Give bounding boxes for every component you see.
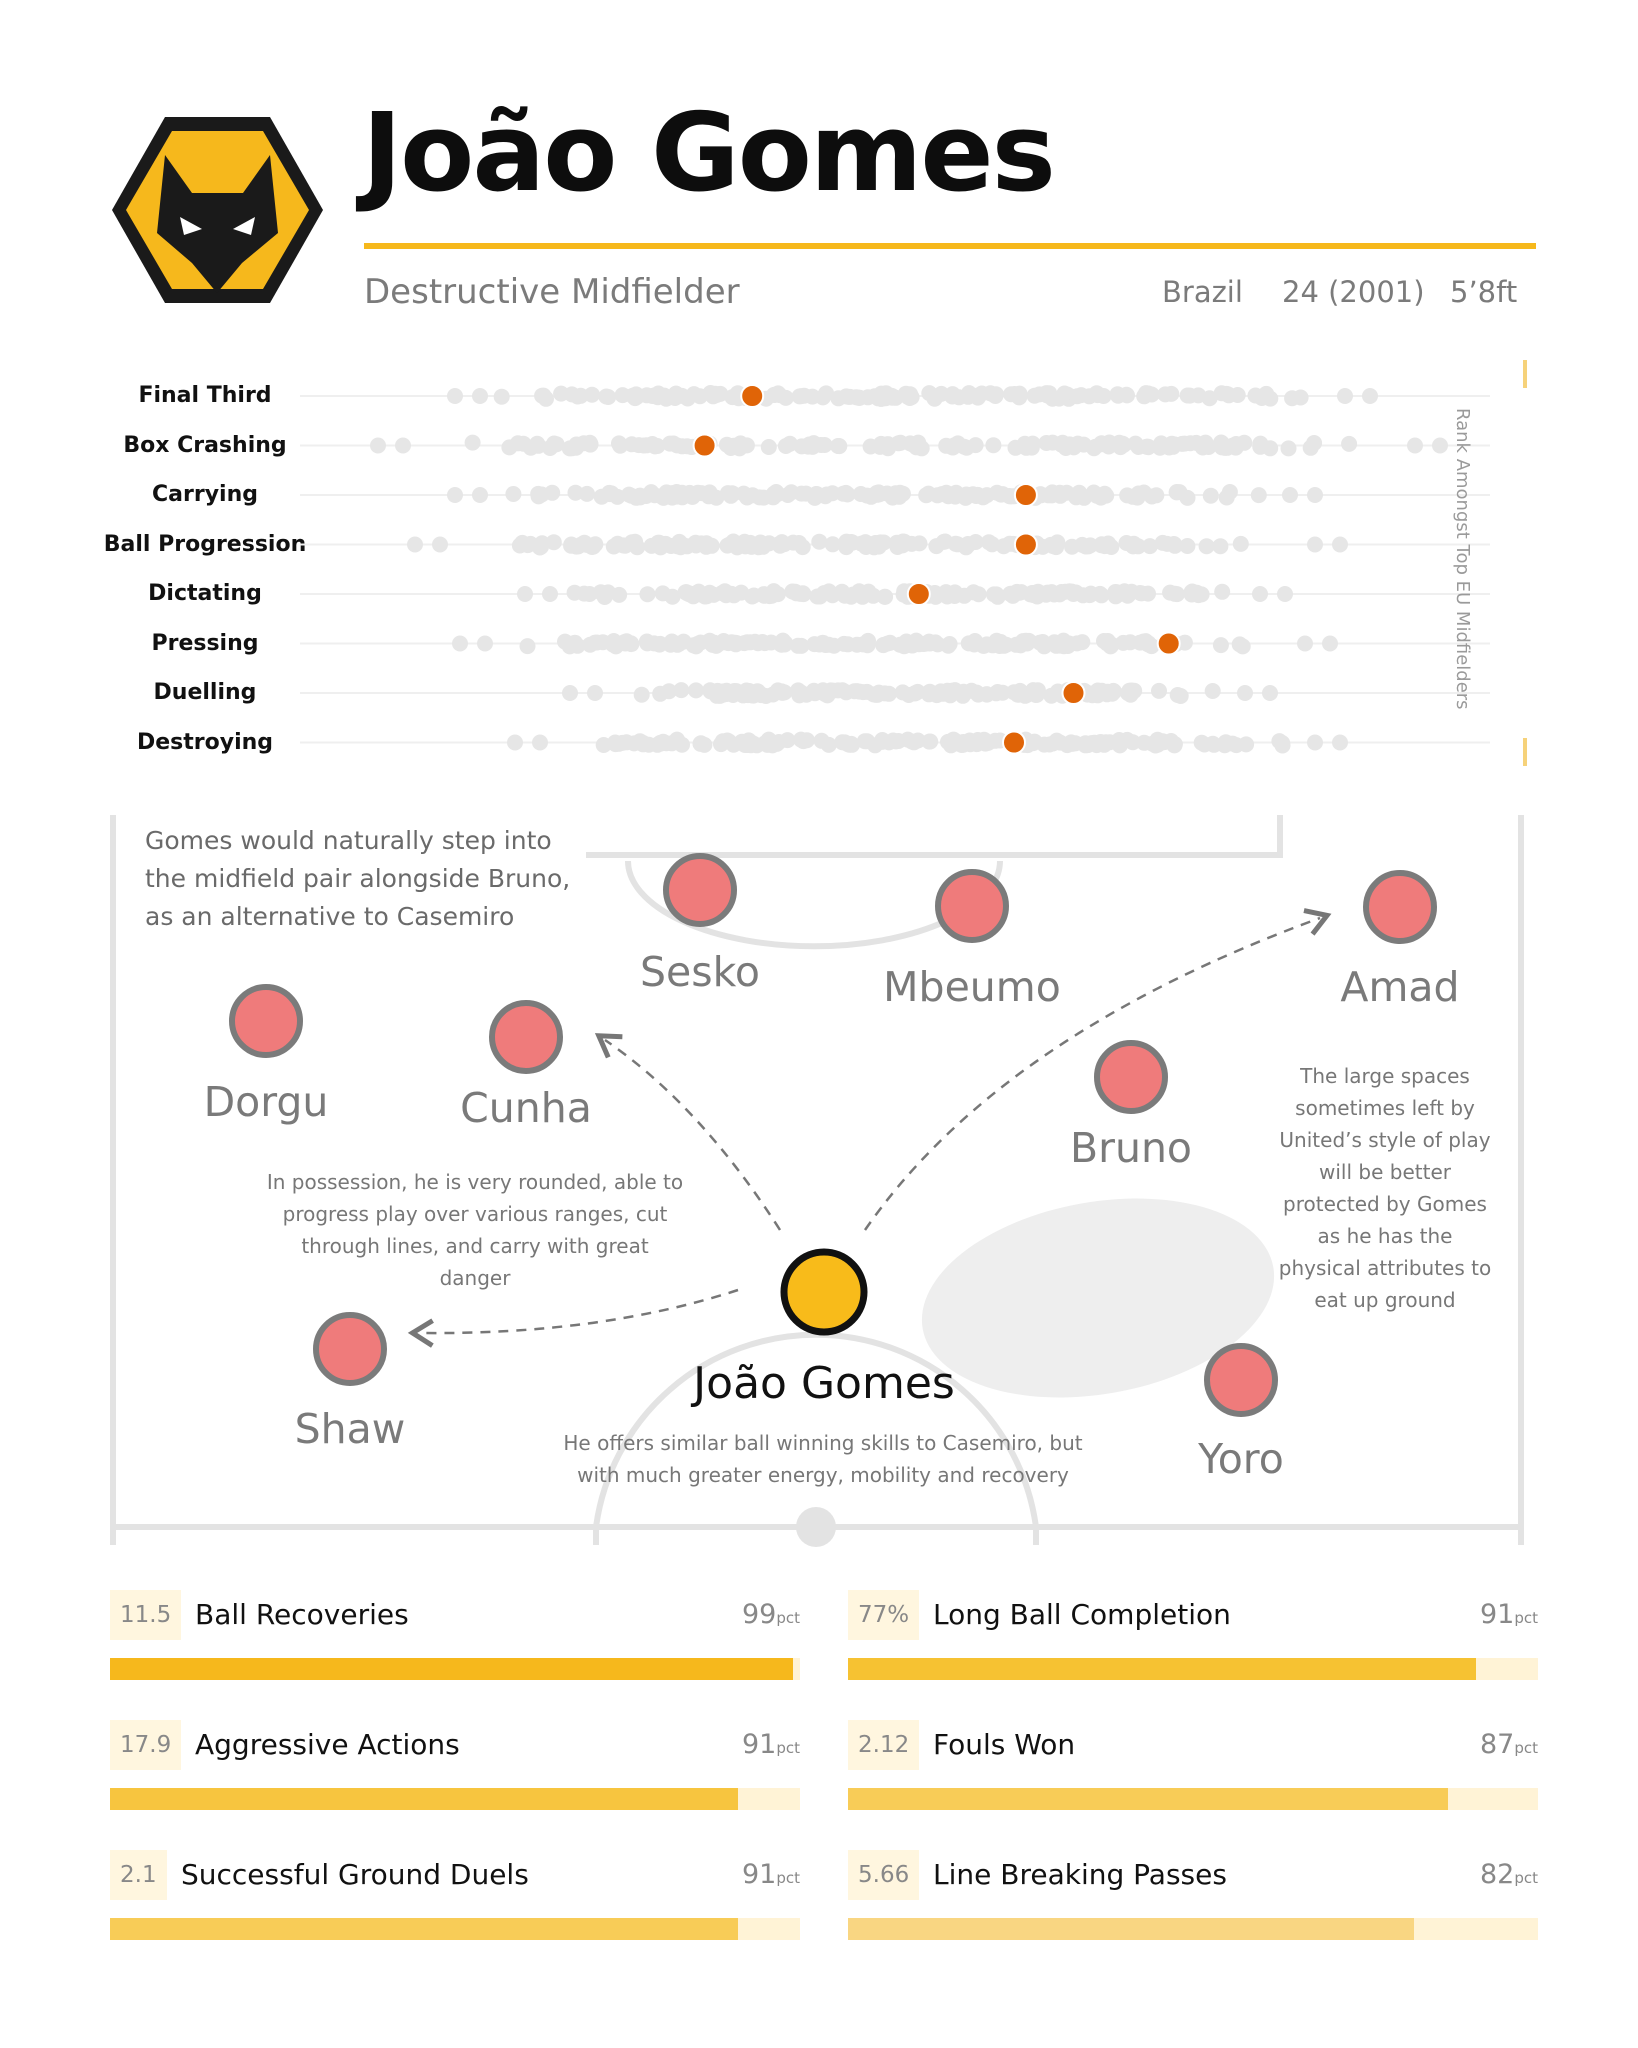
note-midfield-pair: Gomes would naturally step into the midfield pair alongside Bruno, as an alternative to Casemiro	[145, 826, 571, 931]
player-label-cunha: Cunha	[460, 1084, 592, 1132]
player-marker-dorgu	[232, 987, 300, 1055]
stat-track	[110, 1658, 800, 1680]
swarm-highlight-dot	[1015, 484, 1037, 506]
player-label-amad: Amad	[1340, 963, 1460, 1011]
player-label-yoro: Yoro	[1198, 1435, 1284, 1483]
rank-axis-label: Rank Amongst Top EU Midfielders	[1452, 408, 1473, 710]
axis-tick-bottom	[1523, 738, 1527, 766]
note-main: He offers similar ball winning skills to Casemiro, but with much greater energy, mobility and recovery	[563, 1431, 1083, 1487]
swarm-row-label: Ball Progression	[103, 531, 307, 557]
stat-fill	[110, 1918, 738, 1940]
stat-fill	[848, 1788, 1448, 1810]
centre-spot	[796, 1507, 836, 1547]
stat-value: 77%	[848, 1590, 919, 1640]
player-marker-amad	[1366, 873, 1434, 941]
arrow-to-shaw	[420, 1290, 738, 1333]
player-marker-joao-gomes	[784, 1252, 864, 1332]
stat-track	[848, 1788, 1538, 1810]
player-name: João Gomes	[362, 91, 1054, 216]
stat-value: 5.66	[848, 1850, 919, 1900]
swarm-highlight-dot	[1003, 732, 1025, 754]
axis-tick-top	[1523, 360, 1527, 388]
stat-value: 11.5	[110, 1590, 181, 1640]
stat-percentile: 91pct	[741, 1729, 800, 1760]
swarm-highlight-dot	[1015, 534, 1037, 556]
stat-percentile: 82pct	[1479, 1859, 1538, 1890]
stat-label: Successful Ground Duels	[181, 1858, 529, 1891]
height: 5’8ft	[1450, 275, 1518, 309]
stat-fill	[848, 1658, 1476, 1680]
stat-bar	[110, 1720, 800, 1820]
swarm-highlight-dot	[1158, 633, 1180, 655]
stat-bar	[848, 1590, 1538, 1690]
stat-percentile: 91pct	[741, 1859, 800, 1890]
swarm-row-label: Box Crashing	[123, 432, 287, 458]
swarm-row-label: Dictating	[148, 581, 262, 606]
swarm-dots	[370, 435, 1448, 457]
age: 24 (2001)	[1282, 275, 1425, 309]
stat-percentile: 91pct	[1479, 1599, 1538, 1630]
player-marker-shaw	[316, 1315, 384, 1383]
stat-label: Aggressive Actions	[195, 1728, 460, 1761]
player-role: Destructive Midfielder	[364, 272, 740, 312]
wolves-logo	[110, 115, 325, 305]
swarm-highlight-dot	[741, 385, 763, 407]
note-spaces: The large spaces sometimes left by United’s style of play will be better protected by Gomes as he has the physical attributes to eat up ground	[1278, 1064, 1492, 1312]
stat-label: Ball Recoveries	[195, 1598, 409, 1631]
stat-value: 17.9	[110, 1720, 181, 1770]
stat-bar	[110, 1850, 800, 1950]
player-label-mbeumo: Mbeumo	[883, 963, 1061, 1011]
swarm-row-label: Carrying	[152, 482, 258, 507]
swarm-highlight-dot	[1063, 682, 1085, 704]
player-marker-bruno	[1097, 1043, 1165, 1111]
swarm-dots	[447, 385, 1378, 407]
player-label-sesko: Sesko	[640, 948, 760, 996]
player-marker-mbeumo	[938, 872, 1006, 940]
swarm-row-label: Duelling	[153, 680, 257, 705]
swarm-highlight-dot	[908, 583, 930, 605]
swarm-row-label: Destroying	[136, 729, 274, 755]
stat-track	[110, 1788, 800, 1810]
swarm-dots	[407, 534, 1348, 556]
stat-percentile: 87pct	[1479, 1729, 1538, 1760]
player-label-joao-gomes: João Gomes	[693, 1358, 955, 1409]
rank-swarm-chart	[0, 360, 1500, 780]
stat-label: Line Breaking Passes	[933, 1858, 1227, 1891]
nationality: Brazil	[1162, 275, 1243, 309]
player-label-bruno: Bruno	[1069, 1124, 1193, 1172]
player-marker-cunha	[492, 1003, 560, 1071]
stat-bar	[848, 1850, 1538, 1950]
stat-value: 2.12	[848, 1720, 919, 1770]
swarm-row-label: Final Third	[138, 383, 272, 408]
stat-fill	[110, 1788, 738, 1810]
stat-label: Fouls Won	[933, 1728, 1076, 1761]
player-marker-sesko	[666, 856, 734, 924]
swarm-highlight-dot	[694, 435, 716, 457]
player-label-shaw: Shaw	[294, 1405, 406, 1453]
note-possession: In possession, he is very rounded, able to progress play over various ranges, cut through lines, and carry with great danger	[266, 1170, 684, 1290]
header-divider	[364, 243, 1536, 249]
player-marker-yoro	[1207, 1346, 1275, 1414]
stat-value: 2.1	[110, 1850, 167, 1900]
stat-fill	[848, 1918, 1414, 1940]
stat-track	[848, 1658, 1538, 1680]
stat-track	[110, 1918, 800, 1940]
stat-bar	[110, 1590, 800, 1690]
player-label-dorgu: Dorgu	[203, 1078, 329, 1126]
swarm-dots	[447, 484, 1323, 506]
swarm-dots	[562, 682, 1278, 704]
stat-track	[848, 1918, 1538, 1940]
stat-fill	[110, 1658, 793, 1680]
stat-bar	[848, 1720, 1538, 1820]
swarm-row-label: Pressing	[151, 630, 259, 656]
swarm-dots	[507, 732, 1348, 754]
stat-label: Long Ball Completion	[933, 1598, 1231, 1631]
stat-percentile: 99pct	[741, 1599, 800, 1630]
